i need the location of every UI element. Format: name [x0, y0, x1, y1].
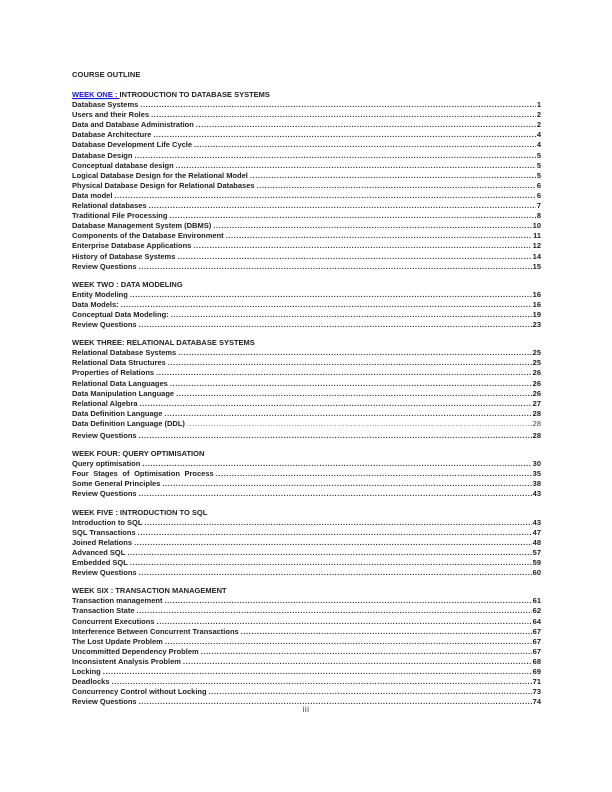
toc-leader-dots — [196, 120, 536, 130]
toc-leader-dots — [171, 310, 532, 320]
toc-entry-label: Traditional File Processing — [72, 211, 168, 221]
toc-entry — [72, 231, 541, 241]
toc-entry-label: Relational databases — [72, 201, 147, 211]
toc-leader-dots — [176, 161, 536, 171]
toc-entry-page: 26 — [532, 388, 541, 398]
toc-entry-page: 6 — [536, 190, 541, 200]
toc-leader-dots — [156, 368, 532, 378]
toc-entry-label: Review Questions — [72, 431, 137, 440]
footer-page-number: iii — [302, 705, 310, 714]
toc-entry-page: 59 — [532, 558, 541, 568]
toc-leader-dots — [168, 358, 532, 368]
toc-leader-dots — [139, 489, 532, 499]
toc-entry — [72, 368, 541, 378]
toc-entry — [72, 431, 541, 441]
toc-entry — [72, 479, 541, 489]
toc-section-heading — [72, 280, 541, 290]
toc-leader-dots — [209, 687, 532, 697]
toc-leader-dots — [114, 191, 535, 201]
toc-entry-page: 67 — [532, 646, 541, 656]
toc-entry-page: 25 — [532, 348, 541, 358]
toc-entry — [72, 140, 541, 150]
toc-entry-label: Review Questions — [72, 320, 137, 330]
toc-section-heading — [72, 508, 541, 518]
toc-entry-label: Database Design — [72, 150, 133, 160]
toc-entry-label: Users and their Roles — [72, 110, 150, 120]
toc-leader-dots — [134, 151, 535, 161]
toc-entry-page: 27 — [532, 398, 541, 408]
toc-leader-dots — [137, 606, 532, 616]
toc-entry — [72, 320, 541, 330]
toc-entry — [72, 617, 541, 627]
toc-entry — [72, 358, 541, 368]
toc-entry — [72, 262, 541, 272]
toc-section — [72, 508, 541, 579]
toc-leader-dots — [139, 431, 532, 441]
toc-entry-page: 28 — [532, 408, 541, 418]
toc-entry-label: Review Questions — [72, 568, 137, 578]
toc-entry — [72, 181, 541, 191]
toc-entry — [72, 191, 541, 201]
toc-entry — [72, 657, 541, 667]
toc-entry — [72, 300, 541, 310]
toc-entry — [72, 389, 541, 399]
toc-entry — [72, 241, 541, 251]
toc-leader-dots — [149, 201, 536, 211]
toc-entry — [72, 211, 541, 221]
toc-leader-dots — [157, 617, 532, 627]
toc-entry — [72, 110, 541, 120]
toc-entry-label: Review Questions — [72, 697, 137, 707]
toc-leader-dots — [142, 459, 531, 469]
toc-section — [72, 586, 541, 707]
toc-entry-label: SQL Transactions — [72, 527, 136, 537]
toc-entry-page: 10 — [532, 221, 541, 231]
toc-entry — [72, 469, 541, 479]
toc-leader-dots — [121, 300, 532, 310]
toc-entry-label: Four Stages of Optimisation Process — [72, 469, 214, 479]
toc-entry-page: 25 — [532, 358, 541, 368]
toc-entry-page: 5 — [536, 160, 541, 170]
toc-entry-label: Relational Data Languages — [72, 378, 168, 388]
toc-leader-dots — [193, 241, 531, 251]
toc-entry-page: 2 — [536, 120, 541, 130]
toc-entry-page: 7 — [536, 201, 541, 211]
toc-leader-dots — [134, 538, 532, 548]
toc-entry — [72, 647, 541, 657]
toc-entry-label: Concurrent Executions — [72, 616, 155, 626]
toc-entry-page: 48 — [532, 537, 541, 547]
toc-entry — [72, 687, 541, 697]
toc-entry — [72, 568, 541, 578]
toc-entry-label: Database Architecture — [72, 130, 152, 140]
toc-entry-page: 62 — [532, 606, 541, 616]
toc-leader-dots — [176, 389, 532, 399]
toc-section-heading — [72, 338, 541, 348]
toc-entry-page: 43 — [532, 517, 541, 527]
toc-entry-label: Enterprise Database Applications — [72, 241, 192, 251]
toc-entry — [72, 409, 541, 419]
toc-entry-label: Logical Database Design for the Relational Model — [72, 170, 248, 180]
toc-leader-dots — [194, 140, 536, 150]
toc-entry — [72, 151, 541, 161]
toc-entry-page: 14 — [532, 251, 541, 261]
toc-leader-dots — [183, 657, 532, 667]
toc-leader-dots — [250, 171, 536, 181]
toc-entry — [72, 667, 541, 677]
toc-section-heading — [72, 586, 541, 596]
toc-entry — [72, 489, 541, 499]
toc-leader-dots — [164, 409, 531, 419]
toc-leader-dots — [187, 419, 532, 429]
toc-entry-label: Database Management System (DBMS) — [72, 221, 212, 231]
toc-entry-label: Data model — [72, 190, 113, 200]
toc-leader-dots — [139, 568, 532, 578]
toc-entry-page: 74 — [532, 697, 541, 707]
toc-entry-label: Concurrency Control without Locking — [72, 687, 207, 697]
toc-leader-dots — [139, 320, 532, 330]
toc-entry — [72, 130, 541, 140]
toc-entry-label: Data Models: — [72, 299, 119, 309]
toc-entry-page: 23 — [532, 320, 541, 330]
toc-leader-dots — [169, 211, 535, 221]
toc-leader-dots — [164, 596, 531, 606]
toc-entry — [72, 379, 541, 389]
toc-entry — [72, 252, 541, 262]
toc-section-heading-text: WEEK FOUR: QUERY OPTIMISATION — [72, 449, 205, 459]
toc-entry-page: 57 — [532, 547, 541, 557]
toc-entry — [72, 221, 541, 231]
toc-entry-label: Data Definition Language (DDL) — [72, 418, 185, 428]
toc-entry-page: 28 — [532, 431, 541, 440]
page-title: COURSE OUTLINE — [72, 70, 141, 79]
toc-entry-page: 64 — [532, 616, 541, 626]
toc-entry-label: Some General Principles — [72, 479, 161, 489]
toc-leader-dots — [165, 637, 532, 647]
toc-leader-dots — [139, 262, 532, 272]
toc-entry-page: 4 — [536, 140, 541, 150]
toc-entry-page: 2 — [536, 110, 541, 120]
toc-entry-page: 38 — [532, 479, 541, 489]
toc-entry-label: Advanced SQL — [72, 547, 126, 557]
toc-entry-label: Conceptual Data Modeling: — [72, 309, 169, 319]
toc-entry-label: Physical Database Design for Relational Databases — [72, 180, 255, 190]
toc-entry — [72, 548, 541, 558]
toc-entry-label: Uncommitted Dependency Problem — [72, 646, 199, 656]
toc-section — [72, 449, 541, 499]
toc-entry-label: Relational Data Structures — [72, 358, 166, 368]
toc-section-heading-text: WEEK FIVE : INTRODUCTION TO SQL — [72, 507, 208, 517]
toc-section-heading-text: WEEK TWO : DATA MODELING — [72, 279, 183, 289]
toc-entry-label: The Lost Update Problem — [72, 636, 163, 646]
toc-entry-page: 11 — [533, 231, 541, 241]
toc-leader-dots — [140, 100, 536, 110]
toc-entry-page: 61 — [532, 596, 541, 606]
toc-leader-dots — [257, 181, 536, 191]
toc-entry-page: 15 — [532, 261, 541, 271]
toc-entry-label: Entity Modeling — [72, 289, 128, 299]
toc-entry-label: Introduction to SQL — [72, 517, 143, 527]
toc-entry-page: 6 — [536, 180, 541, 190]
toc-entry-page: 26 — [532, 378, 541, 388]
toc-entry-page: 68 — [532, 656, 541, 666]
toc-entry — [72, 518, 541, 528]
toc-entry-label: Conceptual database design — [72, 160, 174, 170]
toc-leader-dots — [130, 290, 532, 300]
toc-entry — [72, 310, 541, 320]
toc-entry-label: Relational Database Systems — [72, 348, 177, 358]
toc-section-heading — [72, 90, 541, 100]
toc-entry-page: 12 — [532, 241, 541, 251]
toc-section-heading — [72, 449, 541, 459]
toc-entry — [72, 538, 541, 548]
toc-section — [72, 90, 541, 272]
toc-entry-label: Query optimisation — [72, 459, 141, 469]
toc-entry — [72, 399, 541, 409]
toc-leader-dots — [138, 528, 532, 538]
toc-leader-dots — [178, 348, 531, 358]
toc-leader-dots — [144, 518, 531, 528]
toc-leader-dots — [153, 130, 535, 140]
toc-entry-label: Deadlocks — [72, 677, 110, 687]
toc-section — [72, 280, 541, 330]
toc-section-heading-text: WEEK THREE: RELATIONAL DATABASE SYSTEMS — [72, 338, 255, 348]
toc-leader-dots — [201, 647, 532, 657]
toc-entry — [72, 677, 541, 687]
toc-entry — [72, 596, 541, 606]
toc-entry-page: 67 — [532, 626, 541, 636]
toc-entry-page: 43 — [532, 489, 541, 499]
toc-leader-dots — [127, 548, 531, 558]
toc-entry-page: 73 — [532, 687, 541, 697]
toc-entry-page: 60 — [532, 568, 541, 578]
toc-leader-dots — [130, 558, 532, 568]
toc-entry-page: 19 — [532, 309, 541, 319]
toc-entry-page: 30 — [532, 459, 541, 469]
toc-entry-page: 5 — [536, 150, 541, 160]
toc-entry — [72, 528, 541, 538]
toc-entry — [72, 120, 541, 130]
table-of-contents — [72, 90, 541, 707]
toc-entry-page: 16 — [532, 299, 541, 309]
toc-entry — [72, 161, 541, 171]
toc-leader-dots — [241, 627, 532, 637]
toc-entry-label: Inconsistent Analysis Problem — [72, 656, 181, 666]
toc-entry-label: Relational Algebra — [72, 398, 138, 408]
toc-section-heading-text: INTRODUCTION TO DATABASE SYSTEMS — [119, 90, 270, 99]
toc-leader-dots — [216, 469, 532, 479]
toc-leader-dots — [213, 221, 531, 231]
toc-entry — [72, 100, 541, 110]
toc-leader-dots — [177, 252, 531, 262]
toc-leader-dots — [170, 379, 532, 389]
toc-entry-page: 28 — [532, 418, 541, 428]
toc-leader-dots — [103, 667, 532, 677]
toc-entry-page: 71 — [532, 677, 541, 687]
toc-entry-page: 8 — [536, 211, 541, 221]
toc-entry-label: Data Definition Language — [72, 408, 163, 418]
toc-entry-label: Components of the Database Environment — [72, 231, 224, 241]
toc-entry — [72, 459, 541, 469]
toc-entry — [72, 171, 541, 181]
toc-entry — [72, 637, 541, 647]
toc-entry-label: Database Development Life Cycle — [72, 140, 193, 150]
toc-entry-label: Transaction management — [72, 596, 163, 606]
toc-leader-dots — [226, 231, 532, 241]
toc-entry — [72, 419, 541, 429]
toc-entry — [72, 290, 541, 300]
toc-entry-label: Transaction State — [72, 606, 135, 616]
toc-entry-label: Review Questions — [72, 489, 137, 499]
toc-entry-page: 47 — [532, 527, 541, 537]
toc-entry-page: 26 — [532, 368, 541, 378]
toc-entry-page: 4 — [536, 130, 541, 140]
toc-leader-dots — [162, 479, 531, 489]
toc-entry — [72, 201, 541, 211]
toc-entry-label: Review Questions — [72, 261, 137, 271]
page-content — [72, 70, 541, 707]
toc-entry-page: 16 — [532, 289, 541, 299]
toc-section-heading-text: WEEK SIX : TRANSACTION MANAGEMENT — [72, 586, 227, 596]
toc-entry-label: Joined Relations — [72, 537, 133, 547]
toc-leader-dots — [151, 110, 536, 120]
week-one-link[interactable]: WEEK ONE : — [72, 90, 120, 99]
toc-entry-label: Data Manipulation Language — [72, 388, 175, 398]
toc-entry-label: Interference Between Concurrent Transactions — [72, 626, 239, 636]
toc-entry-page: 67 — [532, 636, 541, 646]
toc-entry — [72, 606, 541, 616]
toc-section — [72, 338, 541, 441]
toc-entry — [72, 558, 541, 568]
toc-entry-page: 69 — [532, 666, 541, 676]
toc-entry-label: Data and Database Administration — [72, 120, 194, 130]
toc-entry-label: Embedded SQL — [72, 558, 128, 568]
toc-entry-page: 35 — [532, 469, 541, 479]
toc-entry-label: History of Database Systems — [72, 251, 176, 261]
toc-entry-label: Locking — [72, 666, 101, 676]
toc-entry — [72, 627, 541, 637]
toc-entry-page: 1 — [536, 100, 541, 110]
toc-entry-page: 5 — [536, 170, 541, 180]
toc-leader-dots — [112, 677, 532, 687]
toc-entry — [72, 348, 541, 358]
toc-leader-dots — [140, 399, 532, 409]
toc-entry-label: Database Systems — [72, 100, 139, 110]
toc-entry-label: Properties of Relations — [72, 368, 155, 378]
